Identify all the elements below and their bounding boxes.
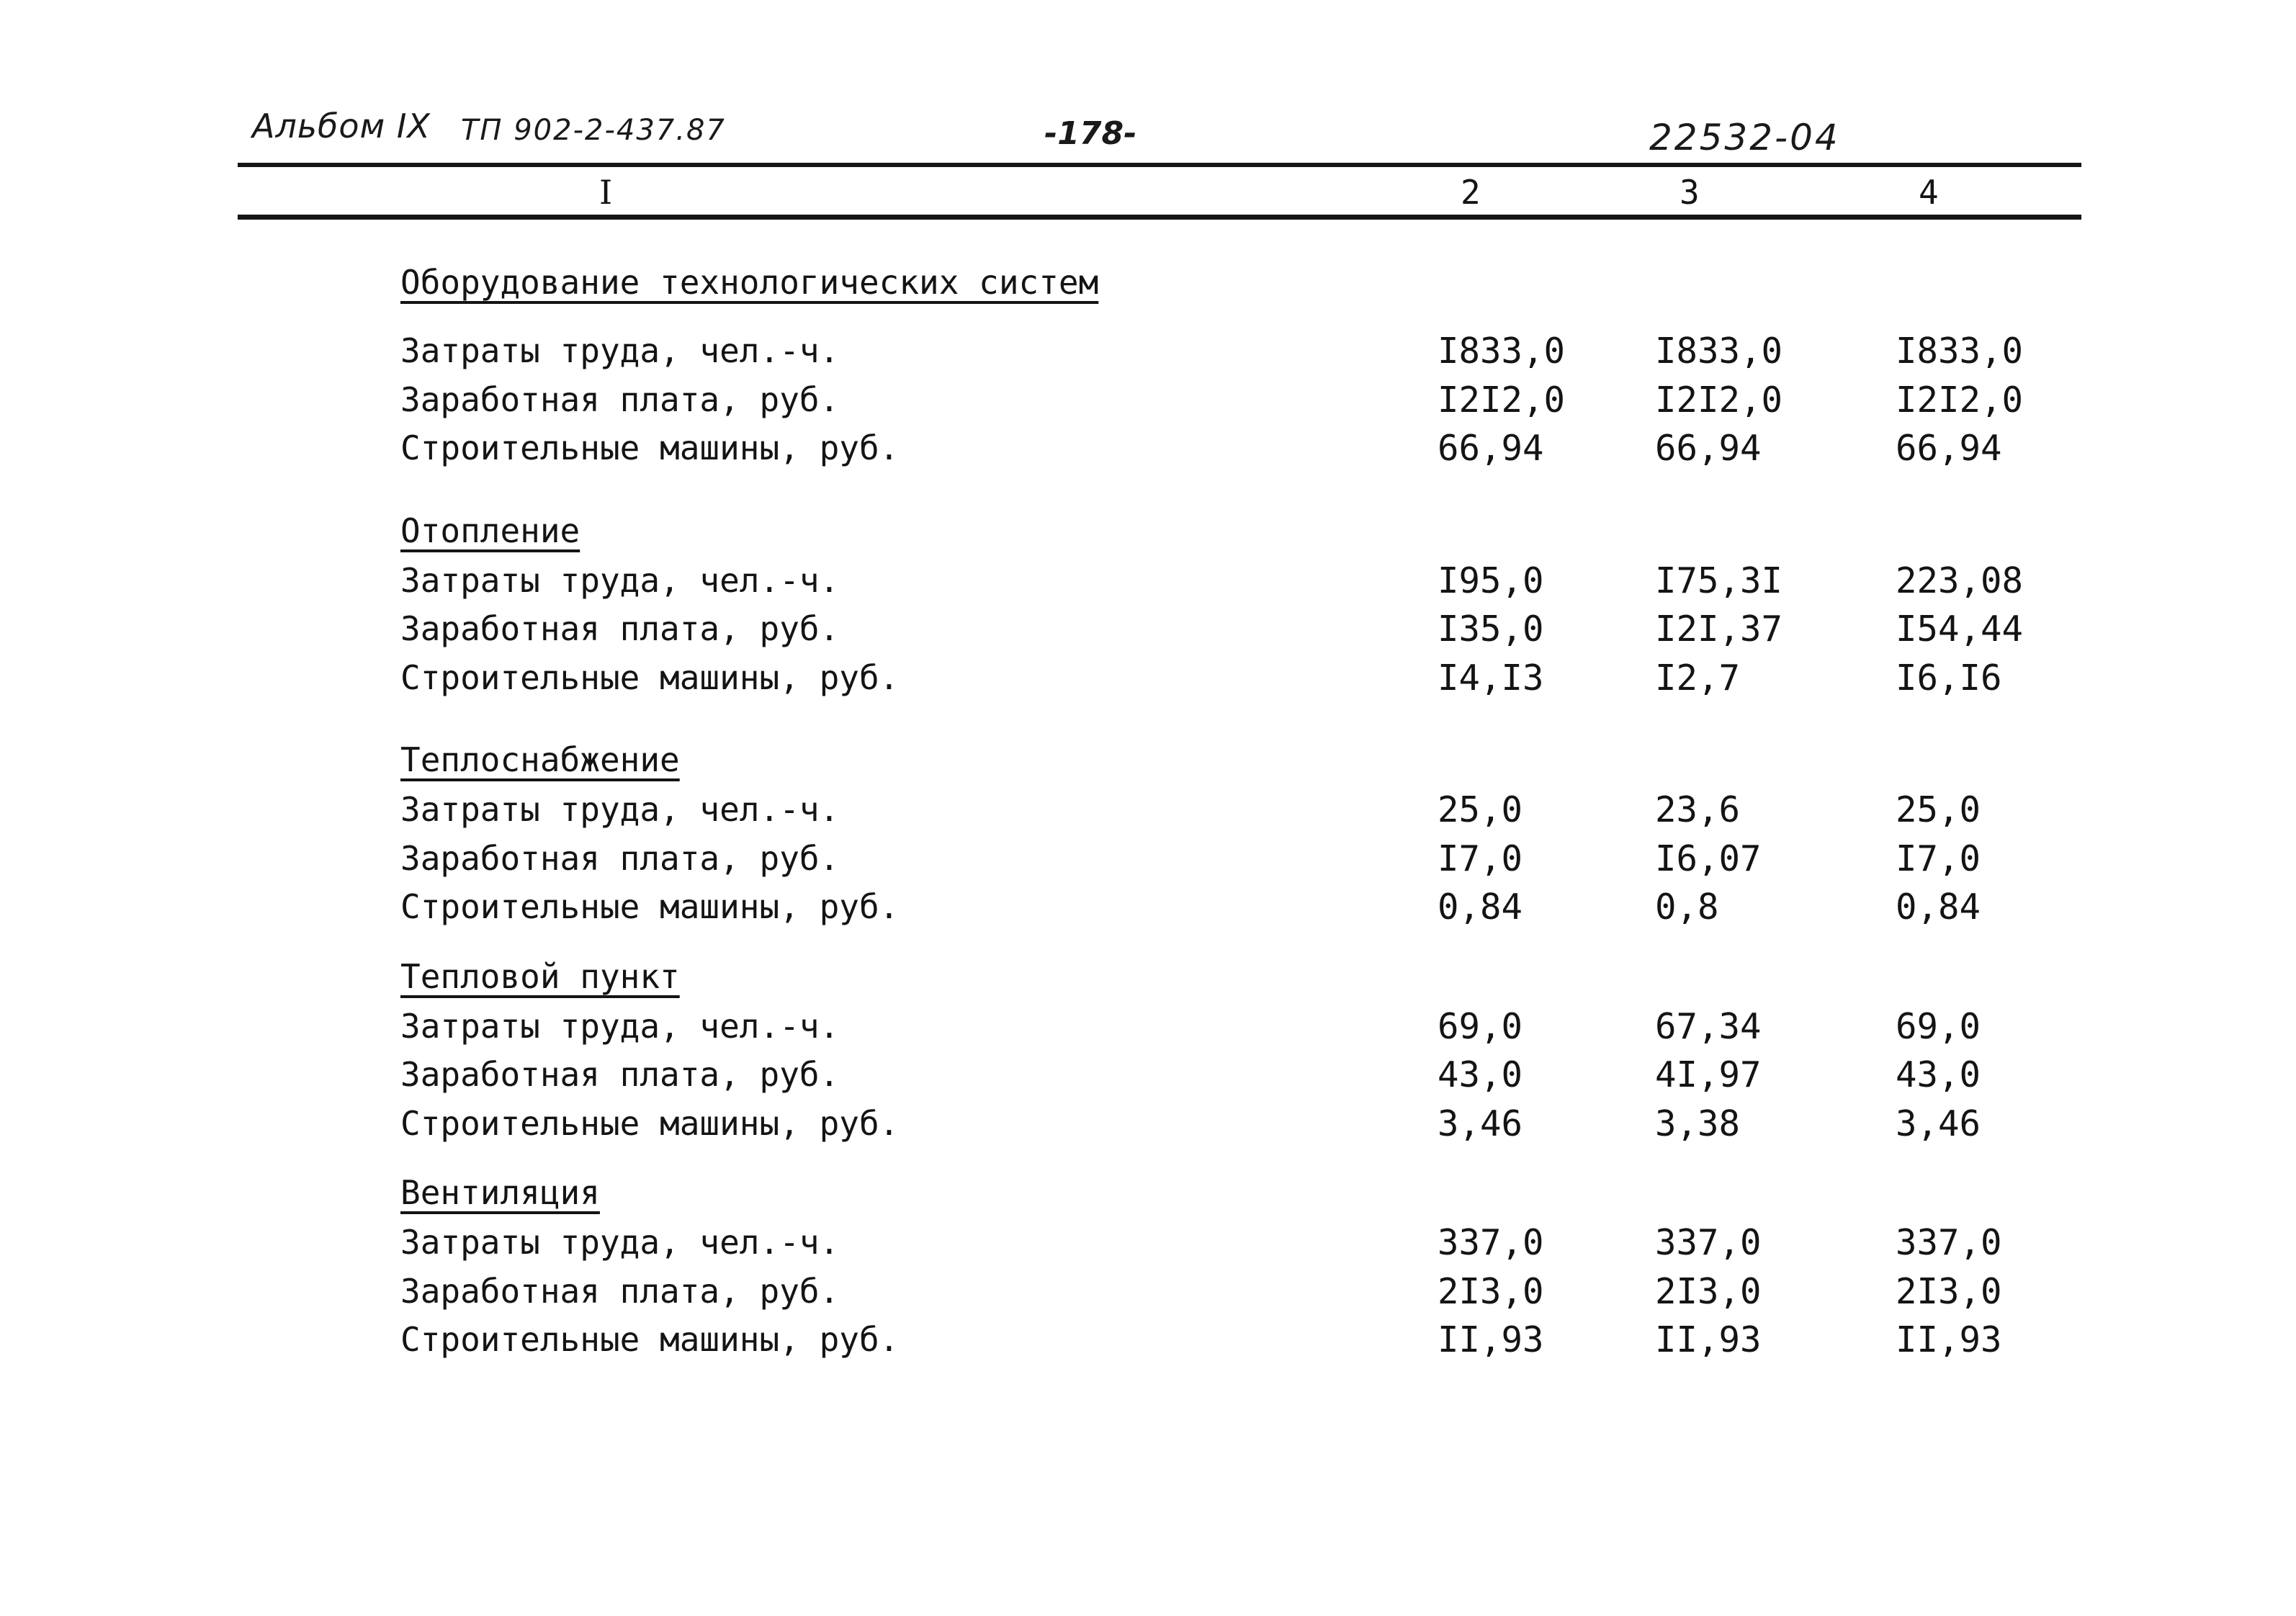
- cell-col3: 2I3,0: [1655, 1270, 1762, 1312]
- cell-col3: 4I,97: [1655, 1054, 1762, 1095]
- section-equipment: [400, 256, 2042, 473]
- section-heat-supply: [400, 734, 2042, 932]
- table-row: [400, 835, 2042, 884]
- table-row: [400, 327, 2042, 376]
- table-row: [400, 786, 2042, 835]
- column-header-2: 2: [1461, 173, 1481, 212]
- column-header-3: 3: [1680, 173, 1700, 212]
- section-title: Теплоснабжение: [400, 740, 680, 779]
- album-label: Альбом IX: [252, 107, 431, 145]
- section-title: Вентиляция: [400, 1173, 600, 1212]
- column-header-1: I: [599, 173, 613, 212]
- cell-col4: 0,84: [1896, 886, 1981, 928]
- cell-col3: 67,34: [1655, 1005, 1762, 1047]
- project-number: ТП 902-2-437.87: [461, 114, 726, 147]
- section-heating: [400, 505, 2042, 703]
- row-label: Затраты труда, чел.-ч.: [400, 1006, 840, 1046]
- cell-col2: II,93: [1438, 1319, 1544, 1360]
- table-row: [400, 424, 2042, 473]
- section-ventilation: [400, 1167, 2042, 1365]
- row-label: Заработная плата, руб.: [400, 1271, 840, 1311]
- row-label: Затраты труда, чел.-ч.: [400, 331, 840, 370]
- table-row: [400, 1051, 2042, 1100]
- cell-col2: 0,84: [1438, 886, 1523, 928]
- cell-col3: I2I,37: [1655, 609, 1783, 650]
- page-number: -178-: [1044, 115, 1137, 152]
- cell-col4: 25,0: [1896, 789, 1981, 830]
- cell-col3: I833,0: [1655, 331, 1783, 372]
- cell-col4: 2I3,0: [1896, 1270, 2002, 1312]
- table-row: [400, 1100, 2042, 1149]
- cell-col4: I6,I6: [1896, 657, 2002, 699]
- cell-col2: 2I3,0: [1438, 1270, 1544, 1312]
- cell-col2: I7,0: [1438, 838, 1523, 879]
- row-label: Затраты труда, чел.-ч.: [400, 790, 840, 829]
- cell-col2: I95,0: [1438, 560, 1544, 601]
- cell-col2: 25,0: [1438, 789, 1523, 830]
- cell-col4: 69,0: [1896, 1005, 1981, 1047]
- table-row: [400, 883, 2042, 932]
- row-label: Заработная плата, руб.: [400, 838, 840, 878]
- row-label: Затраты труда, чел.-ч.: [400, 560, 840, 600]
- cell-col4: I2I2,0: [1896, 379, 2024, 421]
- cell-col3: 0,8: [1655, 886, 1719, 928]
- cell-col3: II,93: [1655, 1319, 1762, 1360]
- row-label: Строительные машины, руб.: [400, 428, 900, 467]
- section-title: Тепловой пункт: [400, 956, 680, 996]
- table-row: [400, 1002, 2042, 1051]
- cell-col3: I2I2,0: [1655, 379, 1783, 421]
- table-row: [400, 1218, 2042, 1267]
- row-label: Затраты труда, чел.-ч.: [400, 1223, 840, 1262]
- section-title: Оборудование технологических систем: [400, 263, 1099, 302]
- cell-col2: 43,0: [1438, 1054, 1523, 1095]
- row-label: Строительные машины, руб.: [400, 1320, 900, 1359]
- row-label: Заработная плата, руб.: [400, 609, 840, 648]
- cell-col2: 3,46: [1438, 1103, 1523, 1144]
- cell-col4: II,93: [1896, 1319, 2002, 1360]
- table-row: [400, 1267, 2042, 1316]
- section-heat-point: [400, 951, 2042, 1149]
- cell-col3: 23,6: [1655, 789, 1741, 830]
- table-row: [400, 376, 2042, 425]
- cell-col4: I54,44: [1896, 609, 2024, 650]
- cell-col2: I35,0: [1438, 609, 1544, 650]
- row-label: Заработная плата, руб.: [400, 380, 840, 419]
- cell-col3: I2,7: [1655, 657, 1741, 699]
- cell-col3: I75,3I: [1655, 560, 1783, 601]
- column-header-4: 4: [1919, 173, 1939, 212]
- row-label: Заработная плата, руб.: [400, 1055, 840, 1094]
- cell-col2: 66,94: [1438, 428, 1544, 469]
- row-label: Строительные машины, руб.: [400, 657, 900, 697]
- table-row: [400, 605, 2042, 654]
- cell-col2: 337,0: [1438, 1222, 1544, 1263]
- table-row: [400, 557, 2042, 606]
- table-header-rule: [238, 215, 2081, 220]
- table-body: [400, 256, 2042, 1365]
- cell-col4: 66,94: [1896, 428, 2002, 469]
- cell-col4: 223,08: [1896, 560, 2024, 601]
- cell-col2: 69,0: [1438, 1005, 1523, 1047]
- cell-col3: 66,94: [1655, 428, 1762, 469]
- cell-col3: 337,0: [1655, 1222, 1762, 1263]
- cell-col4: 337,0: [1896, 1222, 2002, 1263]
- cell-col2: I4,I3: [1438, 657, 1544, 699]
- cell-col3: 3,38: [1655, 1103, 1741, 1144]
- document-code: 22532-04: [1649, 117, 1840, 158]
- row-label: Строительные машины, руб.: [400, 887, 900, 926]
- cell-col4: 43,0: [1896, 1054, 1981, 1095]
- cell-col3: I6,07: [1655, 838, 1762, 879]
- table-top-rule: [238, 163, 2081, 167]
- cell-col4: I833,0: [1896, 331, 2024, 372]
- cell-col2: I2I2,0: [1438, 379, 1566, 421]
- table-row: [400, 1316, 2042, 1365]
- table-row: [400, 654, 2042, 703]
- cell-col4: I7,0: [1896, 838, 1981, 879]
- row-label: Строительные машины, руб.: [400, 1103, 900, 1143]
- cell-col2: I833,0: [1438, 331, 1566, 372]
- cell-col4: 3,46: [1896, 1103, 1981, 1144]
- section-title: Отопление: [400, 511, 580, 550]
